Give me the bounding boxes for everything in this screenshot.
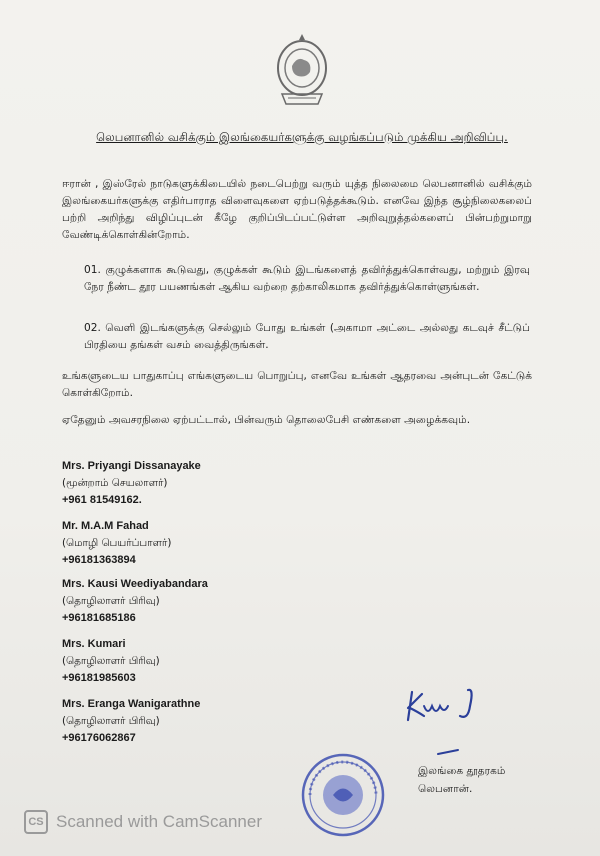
instruction-item-2: 02. வெளி இடங்களுக்கு செல்லும் போது உங்கள் (அகாமா அட்டை அல்லது கடவுச் சீட்டுப் பிரதியை தங்கள் வசம் வைத்திருங்கள். [84, 322, 530, 351]
embassy-seal-stamp [298, 752, 388, 838]
contact-phone: +961 81549162. [62, 494, 142, 506]
sri-lanka-emblem-icon [272, 30, 332, 110]
contact-name: Mrs. Priyangi Dissanayake [62, 460, 201, 472]
contact-phone: +96181685186 [62, 612, 136, 624]
contact-role: (தொழிலாளர் பிரிவு) [62, 595, 160, 607]
handwritten-signature [398, 676, 508, 760]
contact-block [62, 696, 322, 747]
notice-title: லெபனானில் வசிக்கும் இலங்கையர்களுக்கு வழங்கப்படும் முக்கிய அறிவிப்பு. [96, 130, 508, 144]
closing-paragraph: உங்களுடைய பாதுகாப்பு எங்களுடைய பொறுப்பு, எனவே உங்கள் ஆதரவை அன்புடன் கேட்டுக் கொள்கிறோம். [62, 370, 532, 399]
contact-note: ஏதேனும் அவசரநிலை ஏற்பட்டால், பின்வரும் தொலைபேசி எண்களை அழைக்கவும். [62, 414, 471, 426]
intro-paragraph: ஈரான் , இஸ்ரேல் நாடுகளுக்கிடையில் நடைபெற்று வரும் யுத்த நிலைமை லெபனானில் வசிக்கும் இலங்கையர்களுக்கு எதிர்பாராத விளைவுகளை ஏற்படுத்தக்கூடும். எனவே இந்த சூழ்நிலைகலைப் பற்றி அறிந்து விழிப்புடன் கீழே குறிப்பிடப்பட்டுள்ள அறிவுறுத்தல்களைப் பின்பற்றுமாறு வேண்டிக்கொள்கின்றோம். [62, 178, 532, 241]
contact-role: (மூன்றாம் செயலாளர்) [62, 477, 168, 489]
contact-phone: +96176062867 [62, 732, 136, 744]
contact-role: (தொழிலாளர் பிரிவு) [62, 715, 160, 727]
contact-block [62, 458, 322, 509]
embassy-country: லெபனான். [418, 783, 473, 795]
camscanner-logo-icon: CS [24, 810, 48, 834]
scanner-watermark [24, 808, 262, 836]
contact-phone: +96181985603 [62, 672, 136, 684]
contact-name: Mrs. Kumari [62, 638, 126, 650]
instruction-item-1: 01. குழுக்களாக கூடுவது, குழுக்கள் கூடும் இடங்களைத் தவிர்த்துக்கொள்வது, மற்றும் இரவு நேர நீண்ட தூர பயணங்கள் ஆகிய வற்றை தற்காலிகமாக தவிர்த்துக்கொள்ளுங்கள். [84, 264, 530, 293]
contact-name: Mr. M.A.M Fahad [62, 520, 149, 532]
watermark-text: Scanned with CamScanner [56, 812, 263, 831]
contact-phone: +96181363894 [62, 554, 136, 566]
contact-name: Mrs. Eranga Wanigarathne [62, 698, 201, 710]
contact-role: (தொழிலாளர் பிரிவு) [62, 655, 160, 667]
contact-block [62, 518, 322, 569]
embassy-name: இலங்கை தூதரகம் [418, 765, 506, 777]
sign-off [418, 762, 568, 798]
contact-block [62, 636, 322, 687]
contact-name: Mrs. Kausi Weediyabandara [62, 578, 208, 590]
contact-block [62, 576, 322, 627]
contact-role: (மொழி பெயர்ப்பாளர்) [62, 537, 172, 549]
